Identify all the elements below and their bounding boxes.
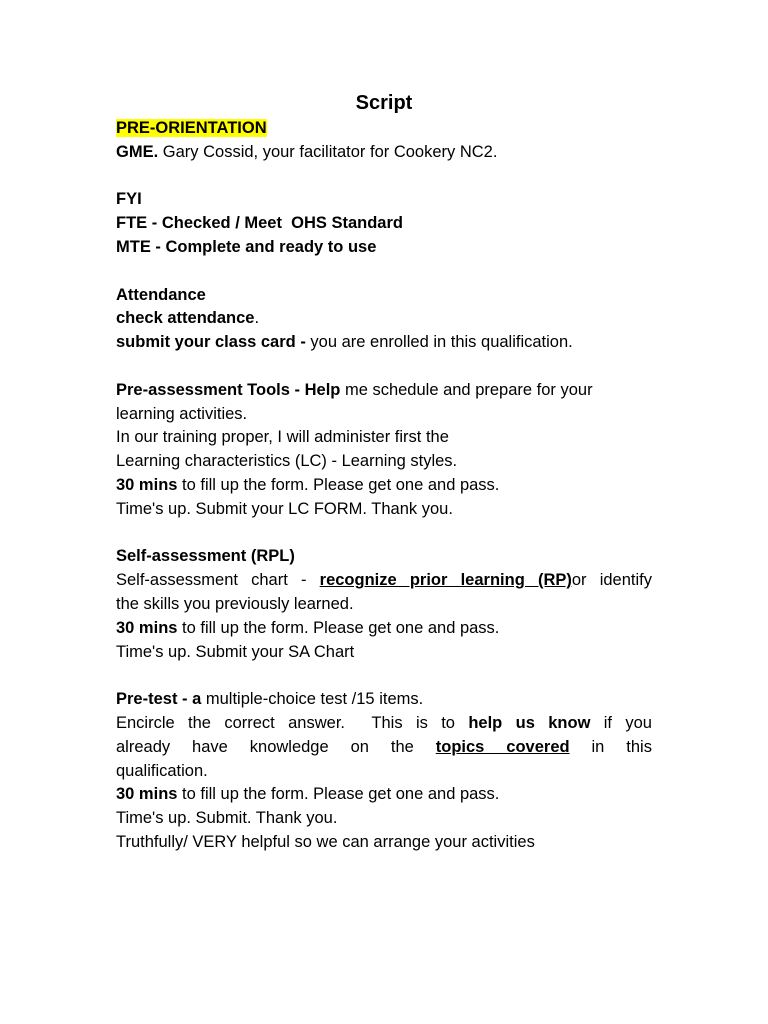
- mins-label: 30 mins: [116, 618, 178, 637]
- self-assessment-mins-line: [116, 617, 652, 641]
- class-card-text: you are enrolled in this qualification.: [305, 333, 573, 352]
- check-attendance-end: .: [254, 309, 260, 328]
- check-attendance-label: check attendance: [116, 309, 255, 328]
- pre-test-text: multiple-choice test /15 items.: [201, 690, 424, 709]
- mins-text: to fill up the form. Please get one and pass.: [177, 475, 500, 494]
- spacer: [116, 165, 652, 189]
- gme-label: GME.: [116, 142, 159, 161]
- pre-assessment-mins-line: [116, 474, 652, 498]
- mins-text: to fill up the form. Please get one and pass.: [177, 618, 500, 637]
- self-assessment-text: Self-assessment chart -: [116, 571, 307, 590]
- fte-line: FTE - Checked / Meet OHS Standard: [116, 214, 403, 233]
- section-pre-orientation: [116, 117, 652, 141]
- pre-assessment-line-2: learning activities.: [116, 404, 248, 423]
- page-title: Script: [355, 92, 413, 114]
- pre-test-heading: Pre-test - a: [116, 690, 202, 709]
- highlighted-heading: PRE-ORIENTATION: [116, 119, 267, 137]
- pre-assessment-heading: Pre-assessment Tools - Help: [116, 380, 341, 399]
- class-card-line: [116, 331, 652, 355]
- mte-line: MTE - Complete and ready to use: [116, 237, 377, 256]
- help-us-know-term: help us know: [468, 713, 591, 732]
- rp-term: recognize prior learning (RP): [319, 571, 572, 590]
- self-assessment-line-2: the skills you previously learned.: [116, 594, 354, 613]
- check-attendance-line: [116, 307, 652, 331]
- pre-test-closing: Truthfully/ VERY helpful so we can arrange your activities: [116, 832, 535, 851]
- gme-text: Gary Cossid, your facilitator for Cookery NC2.: [158, 142, 498, 161]
- spacer: [116, 522, 652, 546]
- self-assessment-line-1: [116, 569, 652, 593]
- self-assessment-end: or identify: [571, 571, 652, 590]
- knowledge-end: in this: [591, 737, 652, 756]
- mins-text: to fill up the form. Please get one and pass.: [177, 785, 500, 804]
- mins-label: 30 mins: [116, 475, 178, 494]
- spacer: [116, 260, 652, 284]
- pre-test-line-1: [116, 688, 652, 712]
- attendance-heading: Attendance: [116, 285, 206, 304]
- pre-assessment-text: me schedule and prepare for your: [340, 380, 593, 399]
- self-assessment-timeup: Time's up. Submit your SA Chart: [116, 642, 355, 661]
- fyi-heading: FYI: [116, 190, 142, 209]
- mins-label: 30 mins: [116, 785, 178, 804]
- script-body: [116, 117, 652, 855]
- pre-test-line-2: [116, 712, 652, 736]
- encircle-text: Encircle the correct answer. This is to: [116, 713, 455, 732]
- pre-assessment-line-1: [116, 379, 652, 403]
- knowledge-text: already have knowledge on the: [116, 737, 414, 756]
- pre-test-line-4: qualification.: [116, 761, 208, 780]
- pre-test-timeup: Time's up. Submit. Thank you.: [116, 809, 338, 828]
- encircle-end: if you: [603, 713, 652, 732]
- pre-assessment-line-4: Learning characteristics (LC) - Learning styles.: [116, 452, 458, 471]
- pre-assessment-line-3: In our training proper, I will administer first the: [116, 428, 449, 447]
- topics-covered-term: topics covered: [435, 737, 570, 756]
- class-card-label: submit your class card -: [116, 333, 306, 352]
- spacer: [116, 355, 652, 379]
- spacer: [116, 664, 652, 688]
- pre-test-line-3: [116, 736, 652, 760]
- pre-test-mins-line: [116, 783, 652, 807]
- self-assessment-heading: Self-assessment (RPL): [116, 547, 295, 566]
- gme-line: [116, 141, 652, 165]
- pre-assessment-timeup: Time's up. Submit your LC FORM. Thank you.: [116, 499, 453, 518]
